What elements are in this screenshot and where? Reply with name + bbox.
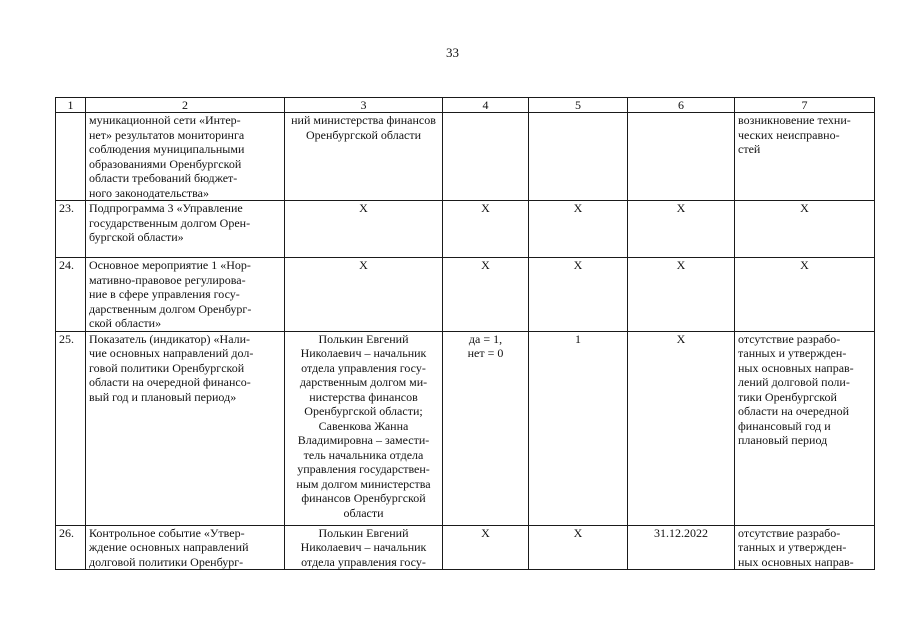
indicator-unit-line: Х — [481, 525, 490, 540]
indicator-value — [529, 525, 628, 570]
measure-name-line: долговой политики Оренбург- — [89, 554, 244, 569]
column-header: 5 — [529, 98, 628, 113]
indicator-unit-line: да = 1, — [468, 331, 503, 346]
measure-name-line: говой политики Оренбургской — [89, 360, 245, 375]
indicator-value-line: 1 — [575, 331, 581, 346]
measure-name-line: муникационной сети «Интер- — [89, 113, 241, 127]
indicator-value — [529, 201, 628, 258]
indicator-value — [529, 258, 628, 332]
deadline — [628, 201, 735, 258]
result-consequence — [735, 331, 875, 525]
indicator-unit — [443, 331, 529, 525]
result-consequence-line: плановый период — [738, 433, 828, 447]
column-header: 2 — [86, 98, 285, 113]
deadline — [628, 525, 735, 570]
measure-name-line: ской области» — [89, 316, 162, 330]
measure-name-line: ждение основных направлений — [89, 540, 249, 554]
responsible-person-line: отдела управления госу- — [301, 554, 426, 569]
indicator-unit — [443, 258, 529, 332]
deadline — [628, 331, 735, 525]
result-consequence-line: финансовый год и — [738, 418, 831, 433]
measure-name-line: вый год и плановый период» — [89, 389, 237, 404]
column-header: 6 — [628, 98, 735, 113]
measure-name-line: бургской области» — [89, 230, 184, 244]
table-row — [56, 201, 875, 258]
indicator-value-line: Х — [573, 258, 583, 272]
column-header: 7 — [735, 98, 875, 113]
measure-name-line: ние в сфере управления госу- — [89, 287, 240, 301]
responsible-person-line: Оренбургской области; — [304, 404, 423, 418]
measure-name-line: чие основных направлений дол- — [89, 346, 254, 360]
measure-name-line: Контрольное событие «Утвер- — [89, 525, 245, 540]
responsible-person-line: Полькин Евгений — [318, 331, 409, 346]
indicator-value — [529, 331, 628, 525]
responsible-person-line: Оренбургской области — [305, 127, 422, 142]
measure-name — [86, 331, 285, 525]
measure-name-line: мативно-правовое регулирова- — [89, 272, 246, 287]
measure-name-line: области на очередной финансо- — [89, 375, 251, 389]
indicator-unit — [443, 113, 529, 201]
responsible-person-line: ным долгом министерства — [296, 476, 431, 491]
responsible-person-line: Х — [359, 201, 368, 215]
responsible-person-line: ний министерства финансов — [291, 113, 436, 127]
result-consequence-line: Х — [800, 258, 809, 272]
responsible-person-line: Николаевич – начальник — [300, 540, 427, 554]
result-consequence — [735, 258, 875, 332]
result-consequence-line: ных основных направ- — [738, 554, 854, 569]
result-consequence-line: тики Оренбургской — [738, 389, 837, 404]
deadline-line: Х — [676, 258, 686, 272]
row-number: 26. — [56, 525, 86, 570]
result-consequence-line: ных основных направ- — [738, 360, 854, 375]
measure-name — [86, 258, 285, 332]
deadline-line: Х — [676, 201, 686, 215]
result-consequence-line: ческих неисправно- — [738, 127, 840, 142]
responsible-person-line: Полькин Евгений — [318, 525, 409, 540]
result-consequence-line: танных и утвержден- — [738, 540, 847, 554]
result-consequence-line: возникновение техни- — [738, 113, 851, 127]
header-row — [56, 98, 875, 113]
measures-table — [55, 97, 875, 570]
deadline-line: Х — [676, 331, 686, 346]
row-number: 23. — [56, 201, 86, 258]
table-row — [56, 113, 875, 201]
responsible-person-line: области — [343, 505, 384, 520]
measure-name-line: ного законодательства» — [89, 185, 209, 200]
responsible-person-line: управления государствен- — [297, 462, 430, 476]
measure-name-line: государственным долгом Орен- — [89, 215, 251, 230]
responsible-person — [285, 525, 443, 570]
row-number — [56, 113, 86, 201]
result-consequence-line: лений долговой поли- — [738, 375, 850, 389]
result-consequence — [735, 113, 875, 201]
measure-name-line: Основное мероприятие 1 «Нор- — [89, 258, 251, 272]
measure-name-line: образованиями Оренбургской — [89, 156, 242, 171]
indicator-unit-line: Х — [481, 258, 490, 272]
responsible-person-line: отдела управления госу- — [301, 360, 426, 375]
result-consequence-line: стей — [738, 142, 761, 156]
result-consequence-line: отсутствие разрабо- — [738, 525, 841, 540]
responsible-person-line: дарственным долгом ми- — [299, 375, 428, 389]
responsible-person-line: Савенкова Жанна — [318, 418, 409, 433]
measure-name — [86, 113, 285, 201]
result-consequence-line: области на очередной — [738, 404, 850, 418]
deadline — [628, 258, 735, 332]
indicator-unit-line: Х — [481, 201, 490, 215]
result-consequence — [735, 525, 875, 570]
measure-name-line: соблюдения муниципальными — [89, 142, 245, 156]
measure-name-line: области требований бюджет- — [89, 171, 238, 185]
measure-name — [86, 525, 285, 570]
result-consequence-line: Х — [800, 201, 809, 215]
responsible-person — [285, 331, 443, 525]
indicator-unit-line: нет = 0 — [467, 346, 504, 360]
responsible-person-line: Х — [359, 258, 368, 272]
measure-name-line: дарственным долгом Оренбург- — [89, 301, 252, 316]
responsible-person — [285, 113, 443, 201]
indicator-unit — [443, 201, 529, 258]
measure-name-line: Показатель (индикатор) «Нали- — [89, 331, 251, 346]
page-number: 33 — [446, 45, 459, 60]
indicator-value — [529, 113, 628, 201]
responsible-person — [285, 201, 443, 258]
column-header: 1 — [56, 98, 86, 113]
responsible-person-line: нистерства финансов — [309, 389, 418, 404]
result-consequence-line: танных и утвержден- — [738, 346, 847, 360]
responsible-person-line: финансов Оренбургской — [301, 491, 426, 505]
indicator-value-line: Х — [573, 525, 583, 540]
result-consequence-line: отсутствие разрабо- — [738, 331, 841, 346]
responsible-person-line: тель начальника отдела — [303, 447, 424, 462]
measure-name-line: Подпрограмма 3 «Управление — [89, 201, 243, 215]
responsible-person-line: Николаевич – начальник — [300, 346, 427, 360]
table-row — [56, 331, 875, 525]
measure-name — [86, 201, 285, 258]
indicator-value-line: Х — [573, 201, 583, 215]
column-header: 3 — [285, 98, 443, 113]
deadline-line: 31.12.2022 — [654, 525, 708, 540]
indicator-unit — [443, 525, 529, 570]
measure-name-line: нет» результатов мониторинга — [89, 127, 245, 142]
row-number: 24. — [56, 258, 86, 332]
responsible-person-line: Владимировна – замести- — [297, 433, 430, 447]
column-header: 4 — [443, 98, 529, 113]
table-row — [56, 258, 875, 332]
responsible-person — [285, 258, 443, 332]
table-row — [56, 525, 875, 570]
row-number: 25. — [56, 331, 86, 525]
result-consequence — [735, 201, 875, 258]
deadline — [628, 113, 735, 201]
